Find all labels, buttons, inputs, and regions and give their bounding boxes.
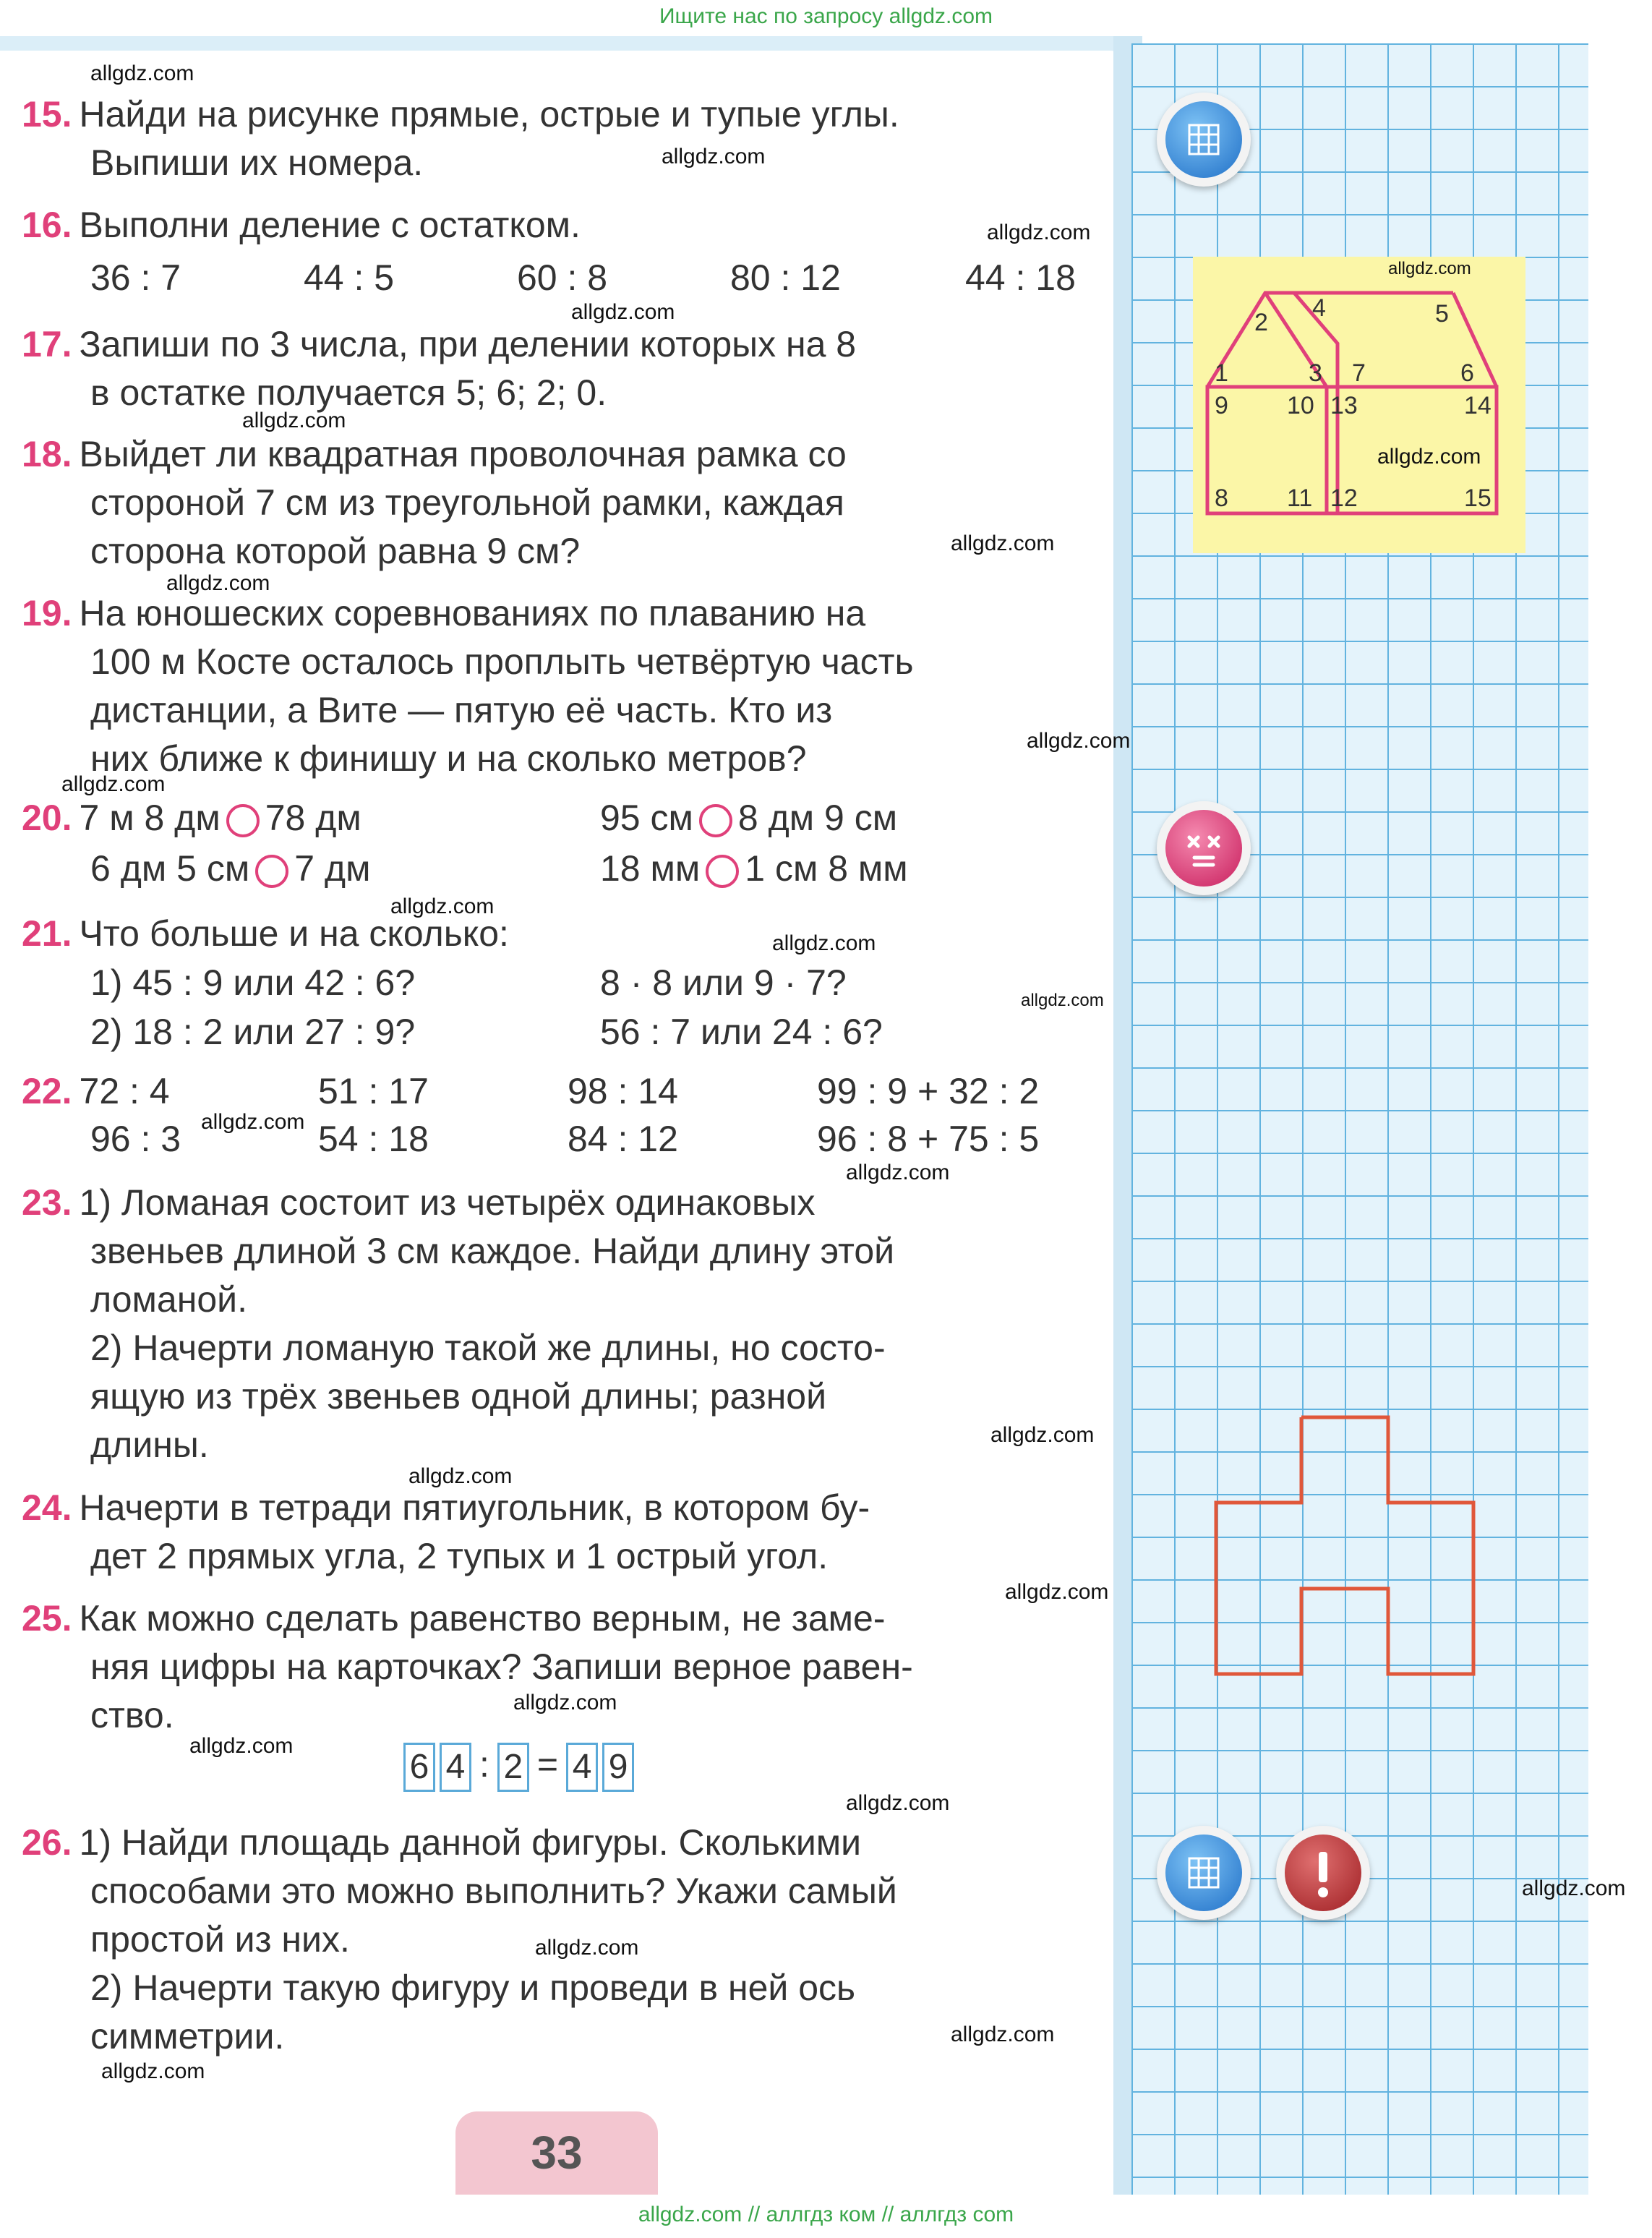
watermark: allgdz.com [772,931,876,955]
division-item: 60 : 8 [517,257,608,298]
compare-circle[interactable] [255,855,288,888]
watermark: allgdz.com [1377,445,1481,469]
watermark: allgdz.com [990,1423,1095,1447]
watermark: allgdz.com [846,1161,950,1184]
equation-cards [401,1743,636,1792]
task-text-line: Выпиши их номера. [90,142,424,183]
compare-right: 78 дм [265,798,361,838]
watermark: allgdz.com [189,1734,294,1758]
watermark: allgdz.com [61,772,166,796]
angle-label: 6 [1460,359,1474,387]
task-text-line: в остатке получается 5; 6; 2; 0. [90,372,607,413]
grid-icon [1165,1835,1242,1911]
division-item: 36 : 7 [90,257,181,298]
thinking-button[interactable] [1157,801,1251,895]
expression: 96 : 3 [90,1119,181,1159]
grid-button-2[interactable] [1157,1826,1251,1920]
task-number: 23. [22,1182,72,1223]
task-title: Что больше и на сколько: [79,913,509,954]
angle-label: 2 [1254,309,1268,336]
task-15 [22,90,899,187]
task-text-line: простой из них. [90,1919,350,1960]
task-number: 22. [22,1071,72,1111]
task-number: 17. [22,324,72,364]
watermark: allgdz.com [571,300,675,324]
watermark: allgdz.com [408,1464,513,1488]
division-item: 44 : 18 [965,257,1076,298]
compare-left: 95 см [600,798,693,838]
task-16 [22,201,581,249]
compare-left: 6 дм 5 см [90,848,250,889]
compare-right: 1 см 8 мм [745,848,908,889]
task-text-line: 2) Начерти такую фигуру и проведи в ней ось [90,1968,856,2008]
watermark: allgdz.com [1522,1876,1626,1900]
area-figure [1200,1406,1489,1681]
compare-circle[interactable] [699,804,732,837]
task-text-line: Запиши по 3 числа, при делении которых на 8 [79,324,857,364]
expression: 99 : 9 + 32 : 2 [817,1071,1040,1111]
task-18 [22,430,847,576]
watermark: allgdz.com [513,1691,617,1714]
digit-card[interactable]: 2 [497,1743,529,1792]
watermark: allgdz.com [846,1791,950,1815]
task-24 [22,1484,870,1581]
task-number: 21. [22,913,72,954]
digit-card[interactable]: 4 [440,1743,471,1792]
task-number: 26. [22,1822,72,1863]
expression: 96 : 8 + 75 : 5 [817,1119,1040,1159]
angle-label: 1 [1215,359,1228,387]
task-text-line: 1) Ломаная состоит из четырёх одинаковых [79,1182,816,1223]
watermark: allgdz.com [390,894,495,918]
task-text-line: дет 2 прямых угла, 2 тупых и 1 острый угол. [90,1536,829,1576]
task-number: 18. [22,434,72,474]
compare-expression: 8 · 8 или 9 · 7? [600,962,847,1003]
angle-label: 15 [1464,484,1491,512]
watermark: allgdz.com [951,531,1055,555]
task-text-line: них ближе к финишу и на сколько метров? [90,738,807,779]
task-20-row-2 [90,847,370,889]
task-26 [22,1819,897,2061]
task-text-line: Выйдет ли квадратная проволочная рамка со [79,434,847,474]
task-20-row-2b [600,847,908,889]
task-text-line: дистанции, а Вите — пятую её часть. Кто из [90,690,833,730]
task-text-line: ящую из трёх звеньев одной длины; разной [90,1376,827,1417]
compare-left: 18 мм [600,848,701,889]
compare-right: 7 дм [294,848,371,889]
digit-card[interactable]: 4 [566,1743,598,1792]
watermark: allgdz.com [535,1936,639,1960]
watermark: allgdz.com [90,61,194,85]
compare-right: 8 дм 9 см [737,798,898,838]
operator: : [479,1744,489,1785]
footer-banner: allgdz.com // аллгдз ком // аллгдз com [0,2195,1652,2238]
expression: 51 : 17 [318,1071,429,1111]
task-text-line: ломаной. [90,1279,247,1320]
division-item: 80 : 12 [730,257,841,298]
task-number: 24. [22,1487,72,1528]
task-text-line: Найди на рисунке прямые, острые и тупые углы. [79,94,899,134]
expression: 54 : 18 [318,1119,429,1159]
task-20-row-1b [600,797,897,839]
task-text-line: 100 м Косте осталось проплыть четвёртую часть [90,641,914,682]
division-item: 44 : 5 [304,257,395,298]
task-text-line: длины. [90,1425,209,1465]
compare-expression: 56 : 7 или 24 : 6? [600,1012,883,1052]
page-number: 33 [455,2111,658,2195]
task-20-row-1 [22,797,361,839]
watermark: allgdz.com [987,221,1091,244]
task-22-row-1 [22,1070,170,1112]
watermark: allgdz.com [1027,729,1131,753]
task-25 [22,1594,913,1740]
task-number: 15. [22,94,72,134]
house-drawing [1193,257,1525,553]
watermark: allgdz.com [242,409,346,432]
task-text-line: сторона которой равна 9 см? [90,531,581,571]
angle-label: 5 [1435,300,1449,328]
task-19 [22,589,914,783]
angle-label: 4 [1312,294,1326,322]
watermark: allgdz.com [201,1110,305,1134]
watermark: allgdz.com [662,145,766,168]
angle-label: 7 [1352,359,1366,387]
task-text-line: звеньев длиной 3 см каждое. Найди длину этой [90,1231,895,1271]
digit-card[interactable]: 9 [602,1743,634,1792]
compare-left: 7 м 8 дм [79,798,221,838]
top-banner: Ищите нас по запросу allgdz.com [0,0,1652,36]
task-text-line: На юношеских соревнованиях по плаванию на [79,593,866,633]
angle-label: 12 [1330,484,1358,512]
watermark: allgdz.com [166,571,270,595]
expression: 84 : 12 [568,1119,678,1159]
compare-expression: 1) 45 : 9 или 42 : 6? [90,962,416,1003]
attention-button[interactable] [1276,1826,1370,1920]
watermark: allgdz.com [951,2023,1055,2046]
angle-label: 13 [1330,392,1358,419]
angle-label: 14 [1464,392,1491,419]
digit-card[interactable]: 6 [403,1743,435,1792]
task-text-line: 2) Начерти ломаную такой же длины, но состо- [90,1328,886,1368]
task-title: Выполни деление с остатком. [79,205,581,245]
task-number: 20. [22,798,72,838]
watermark: allgdz.com [1388,259,1471,278]
compare-circle[interactable] [226,804,260,837]
expression: 98 : 14 [568,1071,678,1111]
task-text-line: стороной 7 см из треугольной рамки, каждая [90,482,844,523]
expression: 72 : 4 [79,1071,170,1111]
task-text-line: Начерти в тетради пятиугольник, в котором бу- [79,1487,870,1528]
operator: = [536,1744,559,1785]
task-23 [22,1179,894,1469]
task-17 [22,320,856,417]
watermark: allgdz.com [1021,991,1104,1010]
angle-label: 9 [1215,392,1228,419]
task-number: 25. [22,1598,72,1639]
watermark: allgdz.com [101,2059,205,2083]
angle-label: 11 [1287,484,1313,512]
task-number: 19. [22,593,72,633]
task-text-line: ство. [90,1695,174,1735]
exclamation-icon [1285,1835,1361,1911]
task-text-line: 1) Найди площадь данной фигуры. Сколькими [79,1822,862,1863]
task-text-line: симметрии. [90,2016,285,2057]
puzzle-face-icon [1165,810,1242,887]
compare-circle[interactable] [706,855,739,888]
watermark: allgdz.com [1005,1580,1109,1604]
task-number: 16. [22,205,72,245]
angle-label: 10 [1287,392,1314,419]
angle-label: 3 [1309,359,1322,387]
compare-expression: 2) 18 : 2 или 27 : 9? [90,1012,416,1052]
house-figure [1193,257,1525,553]
grid-button[interactable] [1157,93,1251,187]
angle-label: 8 [1215,484,1228,512]
grid-icon [1165,101,1242,178]
task-text-line: Как можно сделать равенство верным, не заме- [79,1598,886,1639]
task-text-line: способами это можно выполнить? Укажи самый [90,1871,897,1911]
task-text-line: няя цифры на карточках? Запиши верное равен- [90,1647,913,1687]
